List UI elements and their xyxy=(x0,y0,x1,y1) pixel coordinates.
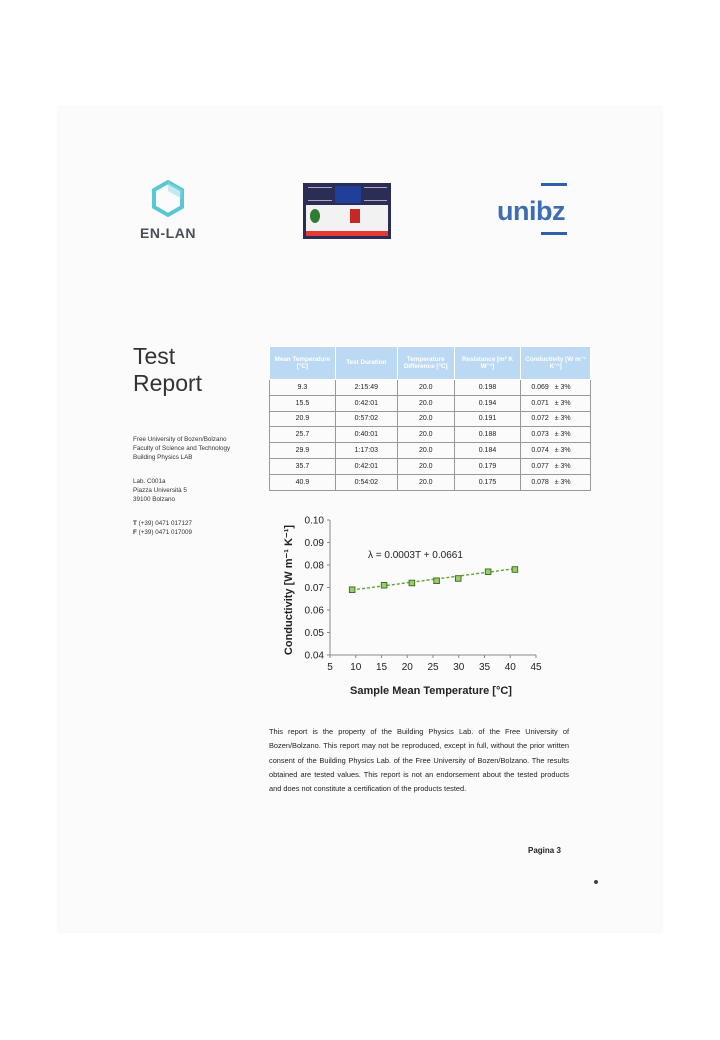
chart-svg xyxy=(276,512,546,702)
y-tick-label: 0.05 xyxy=(304,628,324,639)
y-tick-label: 0.07 xyxy=(304,583,324,594)
cell-mean-temperature: 29.9 xyxy=(270,443,336,459)
data-point xyxy=(455,576,461,582)
table-row xyxy=(270,458,591,474)
x-axis-label: Sample Mean Temperature [°C] xyxy=(350,685,512,697)
data-point xyxy=(381,582,387,588)
header-temperature-difference: Temperature Difference [°C] xyxy=(397,347,454,380)
cell-resistance: 0.184 xyxy=(454,443,521,459)
cell-conductivity: 0.077 ± 3% xyxy=(521,458,591,474)
x-tick-label: 35 xyxy=(478,662,491,673)
cell-temperature-difference: 20.0 xyxy=(397,395,454,411)
header-mean-temperature: Mean Temperature [°C] xyxy=(270,347,336,380)
cell-resistance: 0.198 xyxy=(454,380,521,396)
data-point xyxy=(349,587,355,593)
cell-conductivity: 0.078 ± 3% xyxy=(521,474,591,490)
y-axis-label-group xyxy=(283,525,295,655)
y-tick-label: 0.04 xyxy=(304,650,324,662)
eu-flag-icon xyxy=(335,186,361,203)
hexagon-icon xyxy=(151,180,185,218)
cell-conductivity: 0.072 ± 3% xyxy=(521,411,591,427)
address-street: Piazza Università 5 xyxy=(133,487,187,494)
cell-resistance: 0.188 xyxy=(454,427,521,443)
cell-resistance: 0.175 xyxy=(454,474,521,490)
cell-resistance: 0.194 xyxy=(454,395,521,411)
fax-label: F xyxy=(133,529,137,536)
y-axis-label: Conductivity [W m⁻¹ K⁻¹] xyxy=(283,524,295,656)
cell-test-duration: 0:40:01 xyxy=(335,427,397,443)
cell-temperature-difference: 20.0 xyxy=(397,458,454,474)
cell-test-duration: 0:57:02 xyxy=(335,411,397,427)
cell-test-duration: 0:54:02 xyxy=(335,474,397,490)
en-lan-logo-text: EN-LAN xyxy=(140,225,196,241)
x-tick-label: 30 xyxy=(453,662,465,673)
address-city: 39100 Bolzano xyxy=(133,496,176,503)
tel-number: (+39) 0471 017127 xyxy=(138,520,193,527)
fax-number: (+39) 0471 017009 xyxy=(138,529,193,536)
cell-test-duration: 0:42:01 xyxy=(335,458,397,474)
data-point xyxy=(409,580,415,586)
table-row xyxy=(270,380,591,396)
unibz-logo xyxy=(497,183,573,237)
header-resistance: Resistance [m² K W⁻¹] xyxy=(454,347,521,380)
x-tick-label: 10 xyxy=(350,662,362,673)
disclaimer-paragraph: This report is the property of the Building Physics Lab. of the Free University of Bozen/Bolzano. This report may not be reproduced, except in full, without the prior written consent of the Building Physics Lab. of the Free University of Bozen/Bolzano. The results obtained are tested values. This report is not an endorsement about the tested products and does not constitute a certification of the products tested. xyxy=(269,727,569,794)
province-emblem-icon xyxy=(350,209,360,223)
y-tick-label: 0.10 xyxy=(304,515,324,527)
cell-mean-temperature: 20.9 xyxy=(270,411,336,427)
cell-test-duration: 2:15:49 xyxy=(335,380,397,396)
trendline-equation: λ = 0.0003T + 0.0661 xyxy=(368,550,463,561)
unibz-logo-text: unibz xyxy=(497,196,565,226)
page-title xyxy=(133,343,202,397)
title-line-1: Test xyxy=(133,343,176,369)
org-block xyxy=(133,435,230,462)
header-conductivity: Conductivity [W m⁻¹ K⁻¹] xyxy=(521,347,591,380)
cell-mean-temperature: 15.5 xyxy=(270,395,336,411)
table-row xyxy=(270,411,591,427)
table-row xyxy=(270,395,591,411)
data-point xyxy=(434,578,440,584)
conductivity-chart xyxy=(276,512,546,707)
cell-temperature-difference: 20.0 xyxy=(397,474,454,490)
org-university: Free University of Bozen/Bolzano xyxy=(133,436,227,443)
cell-temperature-difference: 20.0 xyxy=(397,443,454,459)
cell-mean-temperature: 25.7 xyxy=(270,427,336,443)
cell-test-duration: 0:42:01 xyxy=(335,395,397,411)
cell-mean-temperature: 40.9 xyxy=(270,474,336,490)
cell-temperature-difference: 20.0 xyxy=(397,380,454,396)
cell-mean-temperature: 35.7 xyxy=(270,458,336,474)
results-table xyxy=(269,346,591,491)
cell-conductivity: 0.071 ± 3% xyxy=(521,395,591,411)
y-tick-label: 0.08 xyxy=(304,560,324,572)
table-row xyxy=(270,474,591,490)
x-tick-label: 25 xyxy=(427,662,439,673)
cell-temperature-difference: 20.0 xyxy=(397,427,454,443)
x-tick-label: 45 xyxy=(530,662,542,673)
cell-temperature-difference: 20.0 xyxy=(397,411,454,427)
table-row xyxy=(270,443,591,459)
data-point xyxy=(512,567,518,573)
italy-emblem-icon xyxy=(310,209,320,223)
x-tick-label: 40 xyxy=(504,662,516,673)
data-point xyxy=(485,569,491,575)
cell-resistance: 0.191 xyxy=(454,411,521,427)
x-tick-label: 15 xyxy=(375,662,388,673)
org-faculty: Faculty of Science and Technology xyxy=(133,445,231,452)
address-lab: Lab. C001a xyxy=(133,478,166,485)
cell-conductivity: 0.069 ± 3% xyxy=(521,380,591,396)
cell-test-duration: 1:17:03 xyxy=(335,443,397,459)
table-header-row xyxy=(270,347,591,380)
eu-funding-logo xyxy=(303,183,391,239)
cell-resistance: 0.179 xyxy=(454,458,521,474)
address-block xyxy=(133,477,187,504)
page-number: Pagina 3 xyxy=(528,846,561,855)
cell-conductivity: 0.073 ± 3% xyxy=(521,427,591,443)
en-lan-logo xyxy=(138,180,198,241)
x-tick-label: 20 xyxy=(401,662,413,673)
x-tick-label: 5 xyxy=(327,662,333,673)
title-line-2: Report xyxy=(133,370,203,396)
header-test-duration: Test Duration xyxy=(335,347,397,380)
y-tick-label: 0.09 xyxy=(304,538,324,549)
y-tick-label: 0.06 xyxy=(304,605,324,617)
contact-block xyxy=(133,519,192,537)
tel-label: T xyxy=(133,520,137,527)
table-row xyxy=(270,427,591,443)
cell-mean-temperature: 9.3 xyxy=(270,380,336,396)
cell-conductivity: 0.074 ± 3% xyxy=(521,443,591,459)
org-lab: Building Physics LAB xyxy=(133,454,193,461)
